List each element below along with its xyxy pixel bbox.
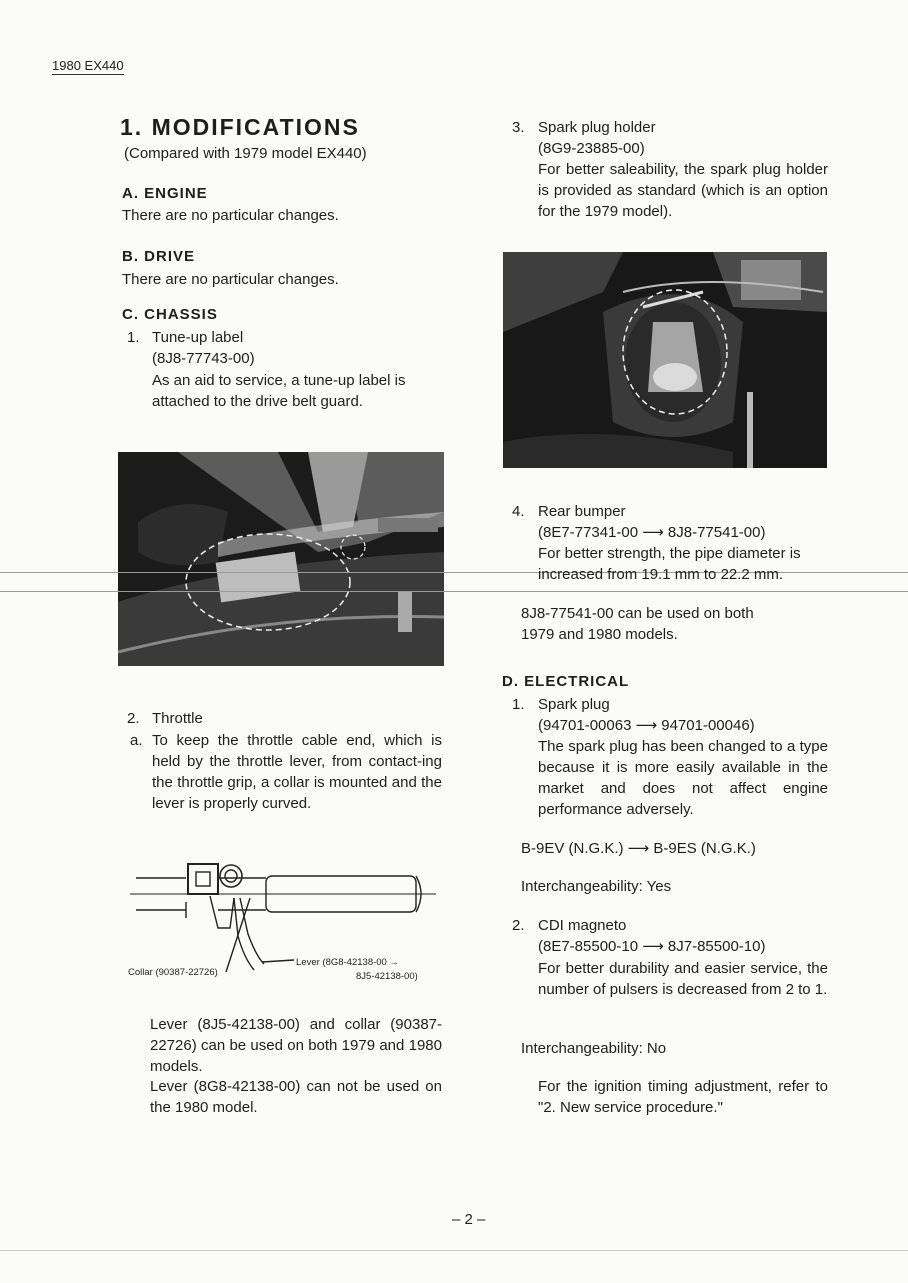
drive-text: There are no particular changes.: [122, 271, 339, 288]
chassis-item3-part: (8G9-23885-00): [538, 140, 645, 157]
chassis-item1-title: Tune-up label: [152, 329, 244, 346]
lever-callout-line2: 8J5-42138-00): [356, 971, 418, 982]
subtitle: (Compared with 1979 model EX440): [124, 145, 367, 162]
drive-heading: B. DRIVE: [122, 248, 196, 265]
spark-plug-holder-photo: [503, 252, 827, 468]
electrical-item1-part: (94701-00063 ⟶ 94701-00046): [538, 717, 755, 734]
chassis-item3-number: 3.: [512, 119, 525, 136]
engine-heading: A. ENGINE: [122, 185, 208, 202]
electrical-item1-desc: The spark plug has been changed to a type because it is more easily available in the market and does not affect engine performance adversely.: [538, 738, 828, 818]
electrical-item2-number: 2.: [512, 917, 525, 934]
chassis-heading: C. CHASSIS: [122, 306, 218, 323]
page-number: – 2 –: [452, 1211, 486, 1228]
collar-callout: Collar (90387-22726): [128, 967, 218, 978]
chassis-item2-sub-label: a.: [130, 732, 143, 749]
chassis-item1-desc-line2: attached to the drive belt guard.: [152, 393, 363, 410]
chassis-item3-desc: For better saleability, the spark plug holder is provided as standard (which is an option for the 1979 model).: [538, 161, 828, 220]
bottom-scan-edge: [0, 1250, 908, 1251]
chassis-item4-title: Rear bumper: [538, 503, 626, 520]
electrical-item1-interchangeability: Interchangeability: Yes: [521, 878, 672, 895]
chassis-item1-number: 1.: [127, 329, 140, 346]
chassis-item2-note2: Lever (8G8-42138-00) can not be used on the 1980 model.: [150, 1078, 442, 1116]
scan-line-bottom: [0, 591, 908, 592]
chassis-item1-part: (8J8-77743-00): [152, 350, 255, 367]
electrical-item1-title: Spark plug: [538, 696, 610, 713]
electrical-item2-note: For the ignition timing adjustment, refer to "2. New service procedure.": [538, 1078, 828, 1116]
electrical-item2-part: (8E7-85500-10 ⟶ 8J7-85500-10): [538, 938, 766, 955]
chassis-item2-sub-text: To keep the throttle cable end, which is held by the throttle lever, from contact-ing the throttle grip, a collar is mounted and the lever is properly curved.: [152, 732, 442, 812]
document-id: 1980 EX440: [52, 58, 124, 73]
chassis-item2-title: Throttle: [152, 710, 203, 727]
chassis-item2-note1: Lever (8J5-42138-00) and collar (90387-22726) can be used on both 1979 and 1980 models.: [150, 1016, 442, 1075]
chassis-item3-title: Spark plug holder: [538, 119, 656, 136]
electrical-item2-desc: For better durability and easier service, the number of pulsers is decreased from 2 to 1.: [538, 960, 828, 998]
lever-callout-line1: Lever (8G8-42138-00 →: [296, 957, 399, 968]
electrical-item2-title: CDI magneto: [538, 917, 627, 934]
chassis-item2-number: 2.: [127, 710, 140, 727]
chassis-item1-desc-line1: As an aid to service, a tune-up label is: [152, 372, 406, 389]
chassis-item4-number: 4.: [512, 503, 525, 520]
electrical-item1-number: 1.: [512, 696, 525, 713]
electrical-heading: D. ELECTRICAL: [502, 673, 630, 690]
tune-up-label-photo: [118, 452, 444, 666]
main-title: 1. MODIFICATIONS: [120, 114, 360, 140]
chassis-item4-desc-line1: For better strength, the pipe diameter is: [538, 545, 801, 562]
spark-plug-spec: B-9EV (N.G.K.) ⟶ B-9ES (N.G.K.): [521, 840, 756, 857]
engine-text: There are no particular changes.: [122, 207, 339, 224]
chassis-item4-part: (8E7-77341-00 ⟶ 8J8-77541-00): [538, 524, 766, 541]
electrical-item2-interchangeability: Interchangeability: No: [521, 1040, 667, 1057]
chassis-item4-note: 8J8-77541-00 can be used on both 1979 and 1980 models.: [521, 605, 754, 643]
chassis-item4-desc-line2: increased from 19.1 mm to 22.2 mm.: [538, 566, 784, 583]
